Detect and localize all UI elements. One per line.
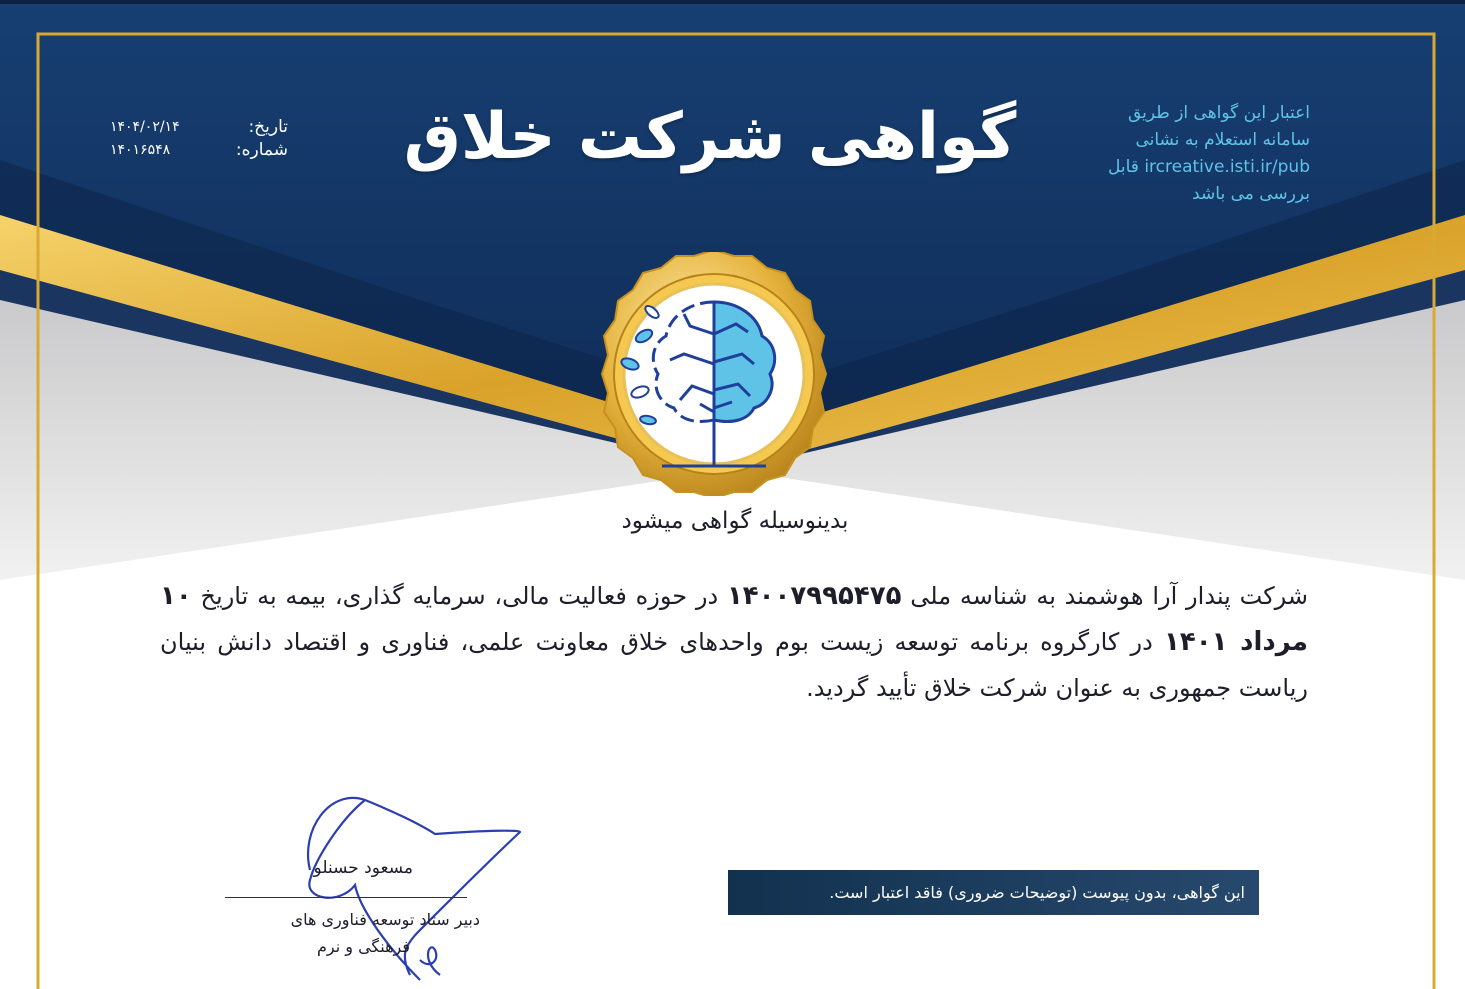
date-value: ۱۴۰۴/۰۲/۱۴ [110,119,180,135]
national-id: ۱۴۰۰۷۹۹۵۴۷۵ [726,581,902,611]
body-part2: در حوزه فعالیت مالی، سرمایه گذاری، بیمه به تاریخ [200,582,719,610]
body-part3: در کارگروه برنامه توسعه زیست بوم واحدهای خلاق معاونت علمی، فناوری و اقتصاد دانش بنیان ریاست جمهوری به عنوان شرکت خلاق تأیید گردید. [160,628,1308,702]
certificate-body [160,573,1308,711]
approval-date: ۱۰ مرداد ۱۴۰۱ [160,581,1309,657]
meta-number-row [110,139,288,162]
emblem-medal [582,252,846,496]
signatory-title-line2: فرهنگی و نرم [317,937,410,956]
certificate-title: گواهی شرکت خلاق [403,100,1017,174]
number-label: شماره: [235,140,288,160]
signature-line [225,897,467,898]
meta-date-row [110,116,288,139]
verification-note [1040,100,1310,208]
certificate-subtitle: بدینوسیله گواهی میشود [621,508,849,534]
signatory-title-line1: دبیر ستاد توسعه فناوری های [290,910,480,929]
signatory-name: مسعود حسنلو [313,858,413,878]
attachment-note: این گواهی، بدون پیوست (توضیحات ضروری) فاقد اعتبار است. [728,870,1259,915]
verification-line3 [1040,154,1310,181]
date-label: تاریخ: [248,117,288,137]
verification-line2: سامانه استعلام به نشانی [1135,130,1310,150]
verification-line1: اعتبار این گواهی از طریق [1127,103,1310,123]
verification-suffix: قابل [1108,157,1139,177]
signatory-title [210,906,480,960]
certificate-meta [110,116,288,162]
verification-url[interactable]: ircreative.isti.ir/pub [1144,157,1310,177]
verification-line4: بررسی می باشد [1192,184,1310,204]
body-part1: شرکت پندار آرا هوشمند به شناسه ملی [910,582,1308,610]
number-value: ۱۴۰۱۶۵۴۸ [110,142,171,158]
